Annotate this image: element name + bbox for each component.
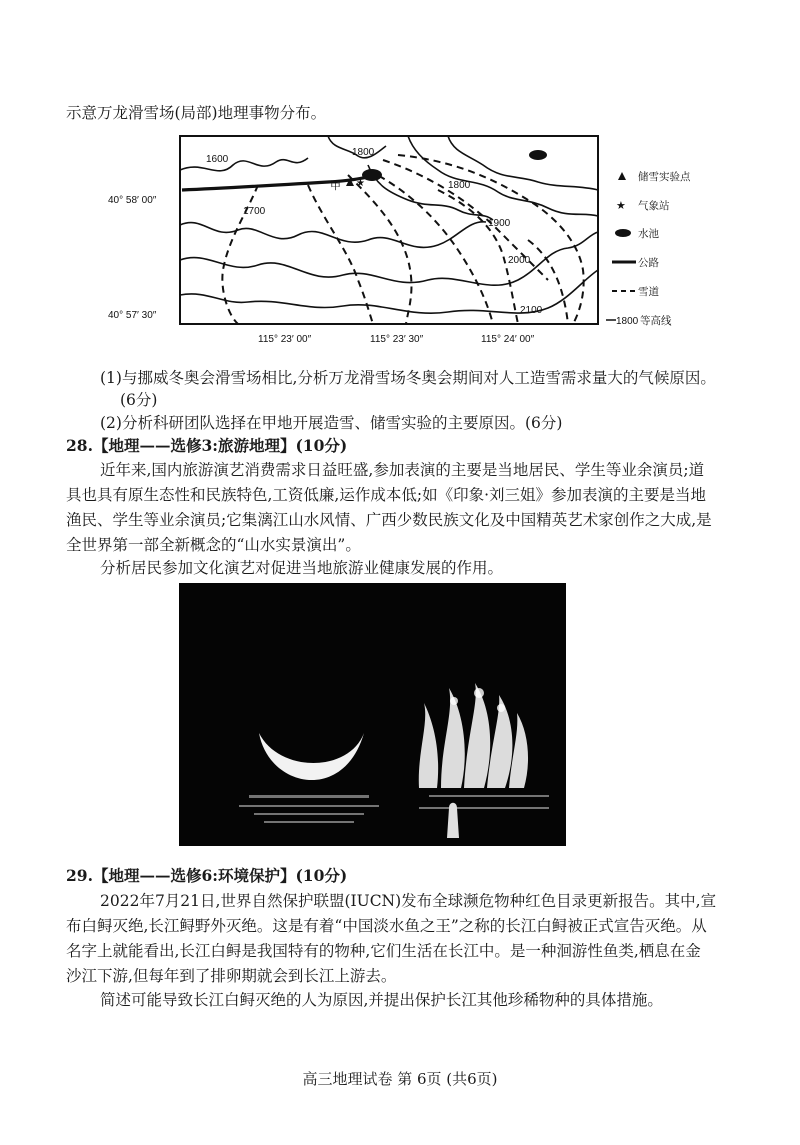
legend-contour-value: 1800	[616, 316, 639, 327]
star-icon: ★	[616, 199, 626, 212]
latitude-label: 40° 58′ 00″	[108, 195, 157, 206]
section-28-paragraph-line: 全世界第一部全新概念的“山水实景演出”。	[66, 536, 361, 554]
contour-label: 1600	[206, 154, 229, 165]
question-1-line-1: (1)与挪威冬奥会滑雪场相比,分析万龙滑雪场冬奥会期间对人工造雪需求量大的气候原因。	[100, 369, 716, 387]
latitude-label: 40° 57′ 30″	[108, 310, 157, 321]
pool-marker	[529, 150, 547, 160]
question-2: (2)分析科研团队选择在甲地开展造雪、储雪实验的主要原因。(6分)	[100, 414, 563, 432]
section-28-paragraph-line: 具也具有原生态性和民族特色,工资低廉,运作成本低;如《印象·刘三姐》参加表演的主要是当地	[66, 486, 707, 504]
map-frame	[180, 136, 598, 324]
intro-text: 示意万龙滑雪场(局部)地理事物分布。	[66, 104, 327, 122]
weather-station-marker: ★	[356, 178, 365, 189]
section-28-question: 分析居民参加文化演艺对促进当地旅游业健康发展的作用。	[100, 559, 504, 577]
contour-label: 2100	[520, 305, 543, 316]
question-1-line-2: (6分)	[120, 391, 158, 409]
section-29-paragraph-line: 沙江下游,但每年到了排卵期就会到长江上游去。	[66, 967, 397, 985]
page-footer: 高三地理试卷 第 6页 (共6页)	[302, 1070, 498, 1088]
legend-label: 水池	[638, 228, 659, 240]
legend-label: 公路	[638, 257, 659, 269]
contour-label: 1800	[352, 147, 375, 158]
map-legend	[606, 170, 691, 327]
longitude-label: 115° 23′ 00″	[258, 334, 312, 345]
triangle-icon	[618, 172, 626, 180]
section-28-paragraph-line: 近年来,国内旅游演艺消费需求日益旺盛,参加表演的主要是当地居民、学生等业余演员;道	[100, 461, 705, 479]
longitude-label: 115° 24′ 00″	[481, 334, 535, 345]
contour-label: 2000	[508, 255, 531, 266]
contour-label: 1900	[488, 218, 511, 229]
legend-label: 储雪实验点	[638, 171, 691, 183]
section-29-heading: 29.【地理——选修6:环境保护】(10分)	[66, 866, 348, 885]
contour-label: 1800	[448, 180, 471, 191]
section-28-paragraph-line: 渔民、学生等业余演员;它集漓江山水风情、广西少数民族文化及中国精英艺术家创作之大成,是	[66, 511, 712, 529]
legend-label: 等高线	[640, 315, 672, 327]
section-29-paragraph-line: 布白鲟灭绝,长江鲟野外灭绝。这是有着“中国淡水鱼之王”之称的长江白鲟被正式宣告灭绝。从	[66, 917, 707, 935]
longitude-label: 115° 23′ 30″	[370, 334, 424, 345]
pool-icon	[615, 229, 631, 237]
performance-photo-svg	[179, 583, 566, 846]
point-label-jia: 甲	[330, 179, 341, 192]
section-29-paragraph-line: 2022年7月21日,世界自然保护联盟(IUCN)发布全球濒危物种红色目录更新报告。其中,宣	[100, 892, 717, 910]
section-29-question: 简述可能导致长江白鲟灭绝的人为原因,并提出保护长江其他珍稀物种的具体措施。	[100, 991, 663, 1009]
pool-marker	[362, 169, 382, 181]
performance-photo	[179, 583, 566, 846]
legend-label: 雪道	[638, 286, 659, 298]
section-28-heading: 28.【地理——选修3:旅游地理】(10分)	[66, 436, 348, 455]
ski-resort-map	[108, 130, 728, 350]
legend-label: 气象站	[638, 200, 670, 212]
contour-map-svg	[108, 130, 728, 350]
contour-label: 1700	[243, 206, 266, 217]
section-29-paragraph-line: 名字上就能看出,长江白鲟是我国特有的物种,它们生活在长江中。是一种洄游性鱼类,栖息在金	[66, 942, 701, 960]
